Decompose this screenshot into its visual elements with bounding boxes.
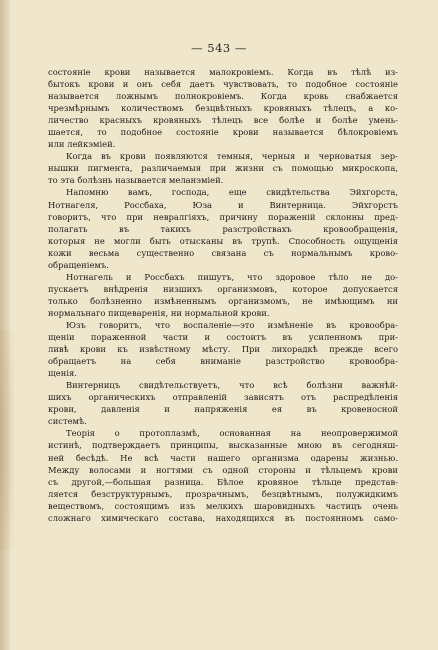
text-line: называется ложнымъ полнокровіемъ. Когда кровь снабжается: [48, 91, 398, 102]
text-line: щеніи пораженной части и состоитъ въ усиленномъ при-: [48, 332, 398, 343]
text-line: пускаетъ внѣдренія низшихъ организмовъ, которое допускается: [48, 283, 398, 294]
text-line: крови, давленія и напряженія ея въ кровеносной: [48, 404, 398, 415]
text-line: Юзъ говоритъ, что воспаленіе—это измѣненіе въ кровообра-: [66, 319, 398, 330]
text-line: Теорія о протоплазмѣ, основанная на неопровержимой: [66, 428, 398, 439]
text-line: кожи весьма существенно связана съ нормальнымъ крово-: [48, 247, 398, 258]
text-line: ней бесѣдѣ. Не всѣ части нашего организма одарены жизнью.: [48, 452, 398, 463]
text-line: нышки пигмента, различаемыя при жизни съ помощью микроскопа,: [48, 163, 398, 174]
text-line: истинѣ, подтверждаетъ принципы, высказанные мною въ сегодняш-: [48, 440, 398, 451]
text-line: личество красныхъ кровяныхъ тѣлецъ все болѣе и болѣе умень-: [48, 115, 398, 126]
text-line: или лейкэміей.: [48, 139, 116, 150]
text-line: бытокъ крови и онъ себя даетъ чувствовать, то подобное состояніе: [48, 79, 398, 90]
page-number: — 543 —: [191, 41, 247, 55]
text-line: ливѣ крови къ извѣстному мѣсту. При лихорадкѣ прежде всего: [48, 344, 398, 355]
text-line: Когда въ крови появляются темныя, черныя и черноватыя зер-: [66, 151, 398, 162]
text-line: обращаетъ на себя вниманіе разстройство кровообра-: [48, 356, 398, 367]
text-line: которыя не могли быть отысканы въ трупѣ. Способность ощущенія: [48, 235, 398, 246]
text-line: нормальнаго пищеваренія, ни нормальной крови.: [48, 307, 270, 318]
text-line: шихъ органическихъ отправленій зависятъ отъ распредѣленія: [48, 392, 398, 403]
text-line: съ другой,—большая разница. Бѣлое кровяное тѣльце представ-: [48, 476, 398, 487]
text-line: то эта болѣзнь называется меланэміей.: [48, 175, 224, 186]
text-line: Нотнагель и Россбахъ пишутъ, что здоровое тѣло не до-: [66, 271, 398, 282]
text-line: щенія.: [48, 368, 77, 379]
text-line: говоритъ, что при невралгіяхъ, причину пораженій склонны пред-: [48, 211, 398, 222]
page-stain: [0, 330, 14, 550]
text-line: Между волосами и ногтями съ одной стороны и тѣльцемъ крови: [48, 464, 398, 475]
text-line: Напомню вамъ, господа, еще свидѣтельства Эйхгорста,: [66, 187, 398, 198]
text-line: состояніе крови называется малокровіемъ. Когда въ тѣлѣ из-: [48, 67, 398, 77]
text-line: шается, то подобное состояніе крови называется бѣлокровіемъ: [48, 127, 398, 138]
text-line: Винтерницъ свидѣтельствуетъ, что всѣ болѣзни важнѣй-: [66, 380, 398, 391]
body-text: [48, 66, 398, 524]
text-line: только болѣзненно измѣненнымъ организмомъ, не имѣющимъ ни: [48, 295, 398, 306]
text-line: обращеніемъ.: [48, 259, 109, 270]
text-line: системѣ.: [48, 416, 87, 427]
text-line: ляется безструктурнымъ, прозрачнымъ, безцвѣтнымъ, полужидкимъ: [48, 488, 398, 499]
text-line: сложнаго химическаго состава, находящихся въ постоянномъ само-: [48, 512, 398, 523]
text-line: Нотнагеля, Россбаха, Юза и Винтерница. Эйхгорстъ: [48, 199, 398, 210]
page-edge-shadow: [0, 0, 10, 650]
text-line: чрезмѣрнымъ количествомъ безцвѣтныхъ кровяныхъ тѣлецъ, а ко-: [48, 103, 398, 114]
text-line: полагать въ такихъ разстройствахъ кровообращенія,: [48, 223, 398, 234]
text-line: веществомъ, состоящимъ изъ мелкихъ шаровидныхъ частицъ очень: [48, 500, 398, 511]
